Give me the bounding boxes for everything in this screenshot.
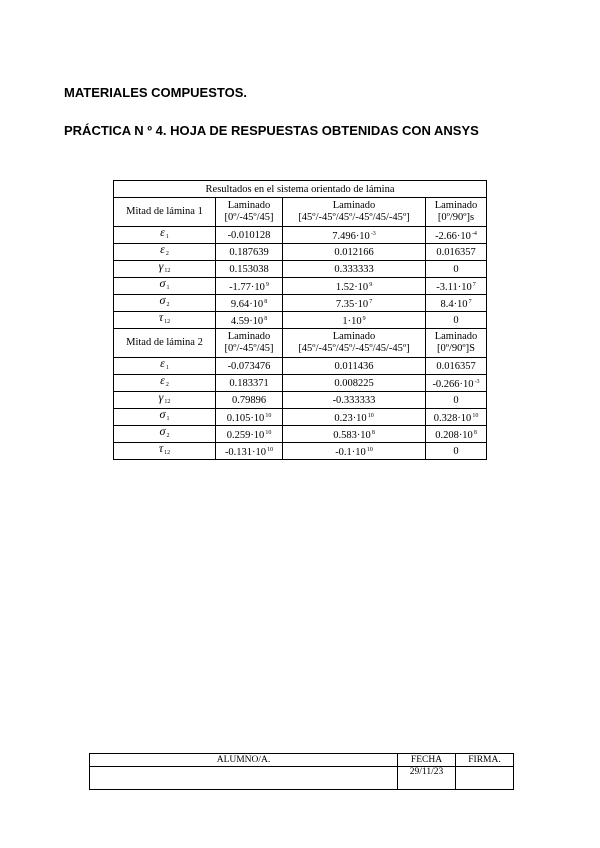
document-title: MATERIALES COMPUESTOS. — [64, 85, 247, 100]
column-header-line1: Laminado — [227, 331, 271, 342]
symbol: ε — [160, 373, 165, 387]
value-cell — [283, 358, 426, 375]
value-cell — [283, 261, 426, 278]
column-header-line1: Laminado — [332, 200, 376, 211]
column-header — [426, 329, 487, 358]
section-header-row — [114, 198, 487, 227]
practice-title: PRÁCTICA N º 4. HOJA DE RESPUESTAS OBTENIDAS CON ANSYS — [64, 123, 479, 138]
symbol-subscript: 2 — [166, 433, 170, 439]
symbol-subscript: 1 — [165, 365, 169, 371]
value-cell — [426, 312, 487, 329]
value-base: 8.4·10 — [440, 298, 468, 310]
column-header — [283, 329, 426, 358]
value-cell — [283, 375, 426, 392]
value-cell — [283, 244, 426, 261]
table-row — [114, 443, 487, 460]
value-base: 0.23·10 — [334, 412, 367, 424]
symbol-cell — [114, 375, 216, 392]
symbol: σ — [159, 293, 166, 307]
symbol: γ — [158, 390, 164, 404]
value-base: 0 — [453, 445, 459, 457]
symbol-cell — [114, 358, 216, 375]
value-base: 0.583·10 — [333, 429, 371, 441]
column-header-line2: [45º/-45º/45º/-45º/45/-45º] — [298, 212, 410, 223]
symbol: τ — [158, 310, 164, 324]
value-cell — [426, 244, 487, 261]
value-base: 0.333333 — [334, 263, 374, 275]
value-exponent: 10 — [265, 429, 272, 436]
symbol-cell — [114, 278, 216, 295]
value-base: -0.010128 — [227, 229, 271, 241]
value-base: -0.333333 — [332, 394, 376, 406]
value-base: 0.208·10 — [435, 429, 473, 441]
value-cell — [283, 409, 426, 426]
symbol-cell — [114, 409, 216, 426]
firma-field[interactable] — [456, 767, 514, 790]
symbol-subscript: 12 — [164, 268, 171, 274]
value-base: -2.66·10 — [435, 230, 471, 242]
value-exponent: 8 — [264, 315, 268, 322]
value-cell — [283, 426, 426, 443]
table-row — [114, 278, 487, 295]
value-cell — [283, 295, 426, 312]
symbol-cell — [114, 426, 216, 443]
value-exponent: 7 — [369, 298, 373, 305]
table-row — [114, 409, 487, 426]
value-base: -3.11·10 — [436, 281, 472, 293]
value-exponent: 10 — [367, 412, 374, 419]
column-header-line1: Laminado — [227, 200, 271, 211]
column-header-line1: Laminado — [434, 331, 478, 342]
column-header-line1: Laminado — [332, 331, 376, 342]
table-row — [114, 375, 487, 392]
value-cell — [426, 295, 487, 312]
value-cell — [283, 443, 426, 460]
symbol: σ — [159, 276, 166, 290]
table-row — [114, 244, 487, 261]
value-cell — [426, 392, 487, 409]
value-base: -0.1·10 — [335, 446, 366, 458]
value-cell — [216, 409, 283, 426]
symbol: ε — [160, 225, 165, 239]
column-header-line2: [45º/-45º/45º/-45º/45/-45º] — [298, 343, 410, 354]
value-base: 0 — [453, 314, 459, 326]
value-cell — [216, 295, 283, 312]
value-cell — [216, 261, 283, 278]
column-header-line2: [0º/90º]s — [437, 212, 475, 223]
column-header-line2: [0º/90º]S — [437, 343, 476, 354]
value-exponent: 8 — [264, 298, 268, 305]
symbol-subscript: 2 — [165, 382, 169, 388]
symbol-subscript: 2 — [166, 302, 170, 308]
fecha-label: FECHA — [398, 754, 456, 767]
value-cell — [283, 312, 426, 329]
value-cell — [426, 358, 487, 375]
section-header-row — [114, 329, 487, 358]
value-cell — [216, 375, 283, 392]
value-exponent: 8 — [473, 429, 477, 436]
symbol: ε — [160, 242, 165, 256]
results-table — [113, 180, 487, 460]
section-label: Mitad de lámina 2 — [114, 329, 216, 358]
value-base: 0.259·10 — [226, 429, 265, 441]
value-base: 0.183371 — [229, 377, 269, 389]
value-cell — [283, 227, 426, 244]
value-cell — [426, 261, 487, 278]
table-row — [114, 358, 487, 375]
table-caption: Resultados en el sistema orientado de lámina — [114, 181, 487, 198]
value-cell — [426, 375, 487, 392]
symbol-subscript: 12 — [164, 319, 171, 325]
value-exponent: 10 — [265, 412, 272, 419]
symbol: σ — [159, 424, 166, 438]
table-caption-row — [114, 181, 487, 198]
value-base: 0.187639 — [229, 246, 269, 258]
symbol-subscript: 2 — [165, 251, 169, 257]
value-base: 0.011436 — [334, 360, 374, 372]
value-cell — [283, 392, 426, 409]
symbol-cell — [114, 227, 216, 244]
value-cell — [426, 443, 487, 460]
table-row — [114, 261, 487, 278]
value-exponent: 8 — [371, 429, 375, 436]
table-row — [114, 392, 487, 409]
value-exponent: 10 — [472, 412, 479, 419]
value-cell — [216, 244, 283, 261]
symbol-subscript: 1 — [166, 285, 170, 291]
value-base: -0.131·10 — [224, 446, 267, 458]
value-base: 0.153038 — [229, 263, 269, 275]
symbol-cell — [114, 443, 216, 460]
symbol-cell — [114, 312, 216, 329]
value-base: 0 — [453, 394, 459, 406]
value-cell — [216, 392, 283, 409]
value-base: 0.328·10 — [433, 412, 472, 424]
value-exponent: 9 — [362, 315, 366, 322]
signature-table — [89, 753, 514, 790]
value-cell — [283, 278, 426, 295]
column-header — [216, 329, 283, 358]
symbol-subscript: 12 — [164, 450, 171, 456]
alumno-field[interactable] — [90, 767, 398, 790]
symbol-cell — [114, 244, 216, 261]
value-exponent: 10 — [267, 446, 274, 453]
value-base: 9.64·10 — [230, 298, 264, 310]
fecha-value: 29/11/23 — [398, 767, 456, 790]
symbol: ε — [160, 356, 165, 370]
symbol-subscript: 1 — [165, 234, 169, 240]
value-exponent: 10 — [366, 446, 373, 453]
value-base: 1·10 — [342, 315, 362, 327]
value-base: 4.59·10 — [230, 315, 264, 327]
alumno-label: ALUMNO/A. — [90, 754, 398, 767]
value-base: 0.105·10 — [226, 412, 265, 424]
symbol-cell — [114, 261, 216, 278]
value-base: -1.77·10 — [229, 281, 265, 293]
firma-label: FIRMA. — [456, 754, 514, 767]
column-header-line1: Laminado — [434, 200, 478, 211]
table-row — [114, 295, 487, 312]
table-row — [114, 227, 487, 244]
value-cell — [426, 278, 487, 295]
value-base: 0.016357 — [436, 246, 476, 258]
symbol: γ — [158, 259, 164, 273]
column-header — [216, 198, 283, 227]
value-cell — [216, 312, 283, 329]
value-base: 0.012166 — [334, 246, 374, 258]
column-header-line2: [0º/-45º/45] — [224, 343, 274, 354]
value-exponent: 7 — [468, 298, 472, 305]
section-label: Mitad de lámina 1 — [114, 198, 216, 227]
symbol-cell — [114, 392, 216, 409]
symbol-cell — [114, 295, 216, 312]
column-header-line2: [0º/-45º/45] — [224, 212, 274, 223]
value-base: 0.79896 — [231, 394, 267, 406]
value-exponent: -3 — [474, 378, 480, 385]
value-cell — [216, 443, 283, 460]
symbol-subscript: 1 — [166, 416, 170, 422]
value-base: 1.52·10 — [335, 281, 369, 293]
value-base: 7.496·10 — [332, 230, 370, 242]
value-exponent: -4 — [471, 230, 477, 237]
value-cell — [426, 409, 487, 426]
value-cell — [216, 278, 283, 295]
column-header — [283, 198, 426, 227]
value-exponent: 7 — [472, 281, 476, 288]
table-row — [114, 312, 487, 329]
symbol: σ — [159, 407, 166, 421]
value-base: 0.016357 — [436, 360, 476, 372]
value-exponent: 9 — [369, 281, 373, 288]
value-base: -0.073476 — [227, 360, 271, 372]
symbol-subscript: 12 — [164, 399, 171, 405]
column-header — [426, 198, 487, 227]
value-exponent: 9 — [265, 281, 269, 288]
value-base: -0.266·10 — [432, 378, 474, 390]
value-base: 7.35·10 — [335, 298, 369, 310]
value-cell — [216, 358, 283, 375]
value-cell — [426, 426, 487, 443]
value-cell — [216, 426, 283, 443]
value-base: 0 — [453, 263, 459, 275]
symbol: τ — [158, 441, 164, 455]
table-row — [114, 426, 487, 443]
value-cell — [426, 227, 487, 244]
value-cell — [216, 227, 283, 244]
value-exponent: -3 — [370, 230, 376, 237]
value-base: 0.008225 — [334, 377, 374, 389]
